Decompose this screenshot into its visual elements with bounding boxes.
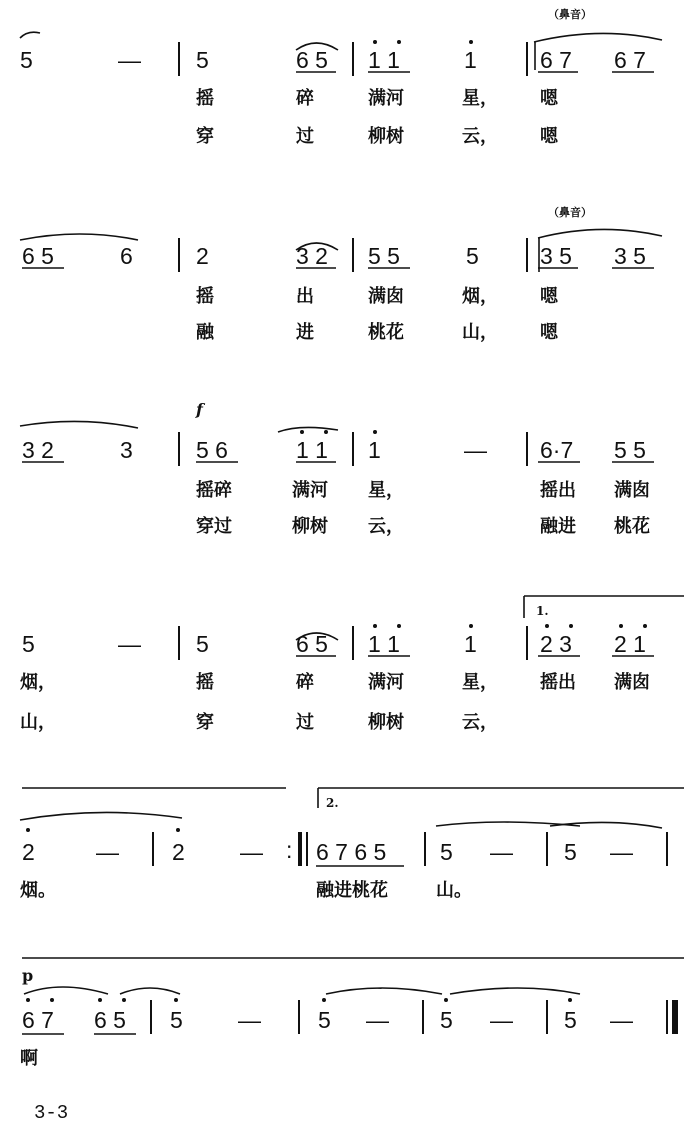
barline (526, 626, 528, 660)
note: 5 5 (368, 243, 400, 269)
high-dot (176, 828, 180, 832)
lyric: 星， (462, 88, 498, 109)
barline (298, 1000, 300, 1034)
note: 5 (22, 631, 35, 657)
high-dot (300, 430, 304, 434)
dash: — (238, 1007, 261, 1033)
note: 2 (172, 839, 185, 865)
note: 2 (22, 839, 35, 865)
lyric: 满河 (368, 88, 404, 109)
dash: — (610, 839, 633, 865)
note: 5 5 (614, 437, 646, 463)
note: 1 (464, 47, 477, 73)
note: 1 1 (296, 437, 328, 463)
dash: — (118, 47, 141, 73)
high-dot (619, 624, 623, 628)
lyric: 星， (368, 480, 404, 501)
lyric: 满囱 (614, 672, 650, 693)
lyric: 过 (296, 126, 314, 147)
lyric: 星， (462, 672, 498, 693)
dynamic-forte: f (196, 400, 203, 419)
note: 1 1 (368, 47, 400, 73)
lyric: 融进 (540, 516, 576, 537)
barline (152, 832, 154, 866)
note: 1 1 (368, 631, 400, 657)
repeat-barline-thick (298, 832, 302, 866)
high-dot (569, 624, 573, 628)
high-dot (322, 998, 326, 1002)
barline (352, 42, 354, 76)
dash: — (490, 1007, 513, 1033)
note: 5 (466, 243, 479, 269)
barline (178, 432, 180, 466)
note: 3 5 (614, 243, 646, 269)
lyric: 摇 (196, 286, 214, 307)
dash: — (96, 839, 119, 865)
lyric: 出 (296, 286, 314, 307)
lyric: 烟， (462, 286, 498, 307)
lyric: 穿 (196, 712, 214, 733)
note: 6 7 (540, 47, 572, 73)
high-dot (643, 624, 647, 628)
repeat-barline-thin (306, 832, 308, 866)
barline (546, 832, 548, 866)
barline (352, 626, 354, 660)
final-barline-thin (666, 1000, 668, 1034)
high-dot (545, 624, 549, 628)
note: 3 (120, 437, 133, 463)
note: 5 (170, 1007, 183, 1033)
barline (424, 832, 426, 866)
barline (526, 432, 528, 466)
barline (178, 238, 180, 272)
barline (178, 626, 180, 660)
high-dot (469, 40, 473, 44)
lyric: 云， (368, 516, 404, 537)
lyric: 山。 (436, 880, 472, 901)
lyric: 嗯 (540, 322, 558, 343)
note: 6 7 (614, 47, 646, 73)
note: 6 5 (296, 631, 328, 657)
note: 6·7 (540, 437, 574, 463)
lyric: 柳树 (368, 712, 404, 733)
note: 6 (120, 243, 133, 269)
lyric: 摇 (196, 672, 214, 693)
note: 3 2 (22, 437, 54, 463)
note: 3 5 (540, 243, 572, 269)
lyric: 嗯 (540, 126, 558, 147)
high-dot (568, 998, 572, 1002)
lyric: 碎 (296, 88, 314, 109)
lyric: 烟。 (20, 880, 56, 901)
volta-2-label: 2. (326, 796, 339, 810)
nasal-annotation: （鼻音） (548, 206, 592, 219)
barline (150, 1000, 152, 1034)
lyric: 摇碎 (196, 480, 232, 501)
barline (422, 1000, 424, 1034)
high-dot (26, 828, 30, 832)
lyric: 融进桃花 (316, 880, 388, 901)
lyric: 柳树 (292, 516, 328, 537)
lyric: 山， (462, 322, 498, 343)
lyric: 嗯 (540, 88, 558, 109)
high-dot (397, 624, 401, 628)
repeat-sign: : (286, 837, 293, 863)
lyric: 过 (296, 712, 314, 733)
dynamic-piano: p (22, 966, 34, 985)
note: 3 2 (296, 243, 328, 269)
high-dot (373, 624, 377, 628)
note: 2 3 (540, 631, 572, 657)
barline (546, 1000, 548, 1034)
note: 5 (196, 47, 209, 73)
barline (526, 238, 528, 272)
note: 5 (20, 47, 33, 73)
note: 5 (318, 1007, 331, 1033)
lyric: 满囱 (614, 480, 650, 501)
note: 5 (196, 631, 209, 657)
note: 6 7 (22, 1007, 54, 1033)
lyric: 满河 (292, 480, 328, 501)
barline (526, 42, 528, 76)
lyric: 桃花 (614, 516, 650, 537)
barline (352, 432, 354, 466)
lyric: 柳树 (368, 126, 404, 147)
barline (352, 238, 354, 272)
note: 6 7 6 5 (316, 839, 387, 865)
lyric: 摇 (196, 88, 214, 109)
lyric: 穿过 (196, 516, 232, 537)
dash: — (118, 631, 141, 657)
dash: — (366, 1007, 389, 1033)
high-dot (373, 40, 377, 44)
high-dot (174, 998, 178, 1002)
note: 5 (440, 839, 453, 865)
dash: — (240, 839, 263, 865)
lyric: 啊 (20, 1048, 38, 1069)
lyric: 进 (296, 322, 314, 343)
note: 5 (440, 1007, 453, 1033)
nasal-annotation: （鼻音） (548, 8, 592, 21)
lyric: 穿 (196, 126, 214, 147)
high-dot (50, 998, 54, 1002)
lyric: 嗯 (540, 286, 558, 307)
volta-1-label: 1. (536, 604, 549, 618)
final-barline-thick (672, 1000, 678, 1034)
note: 2 1 (614, 631, 646, 657)
dash: — (610, 1007, 633, 1033)
high-dot (444, 998, 448, 1002)
lyric: 满河 (368, 672, 404, 693)
note: 5 6 (196, 437, 228, 463)
high-dot (324, 430, 328, 434)
dash: — (490, 839, 513, 865)
lyric: 摇出 (540, 672, 576, 693)
note: 6 5 (94, 1007, 126, 1033)
lyric: 烟， (20, 672, 56, 693)
high-dot (98, 998, 102, 1002)
lyric: 融 (196, 322, 214, 343)
lyric: 云， (462, 712, 498, 733)
lyric: 云， (462, 126, 498, 147)
note: 1 (464, 631, 477, 657)
note: 5 (564, 839, 577, 865)
high-dot (373, 430, 377, 434)
lyric: 山， (20, 712, 56, 733)
barline (178, 42, 180, 76)
high-dot (122, 998, 126, 1002)
note: 1 (368, 437, 381, 463)
high-dot (397, 40, 401, 44)
note: 6 5 (22, 243, 54, 269)
high-dot (469, 624, 473, 628)
barline (666, 832, 668, 866)
high-dot (26, 998, 30, 1002)
lyric: 摇出 (540, 480, 576, 501)
lyric: 满囱 (368, 286, 404, 307)
lyric: 桃花 (368, 322, 404, 343)
note: 5 (564, 1007, 577, 1033)
dash: — (464, 437, 487, 463)
note: 2 (196, 243, 209, 269)
note: 6 5 (296, 47, 328, 73)
page-number: 3-3 (34, 1102, 69, 1124)
lyric: 碎 (296, 672, 314, 693)
